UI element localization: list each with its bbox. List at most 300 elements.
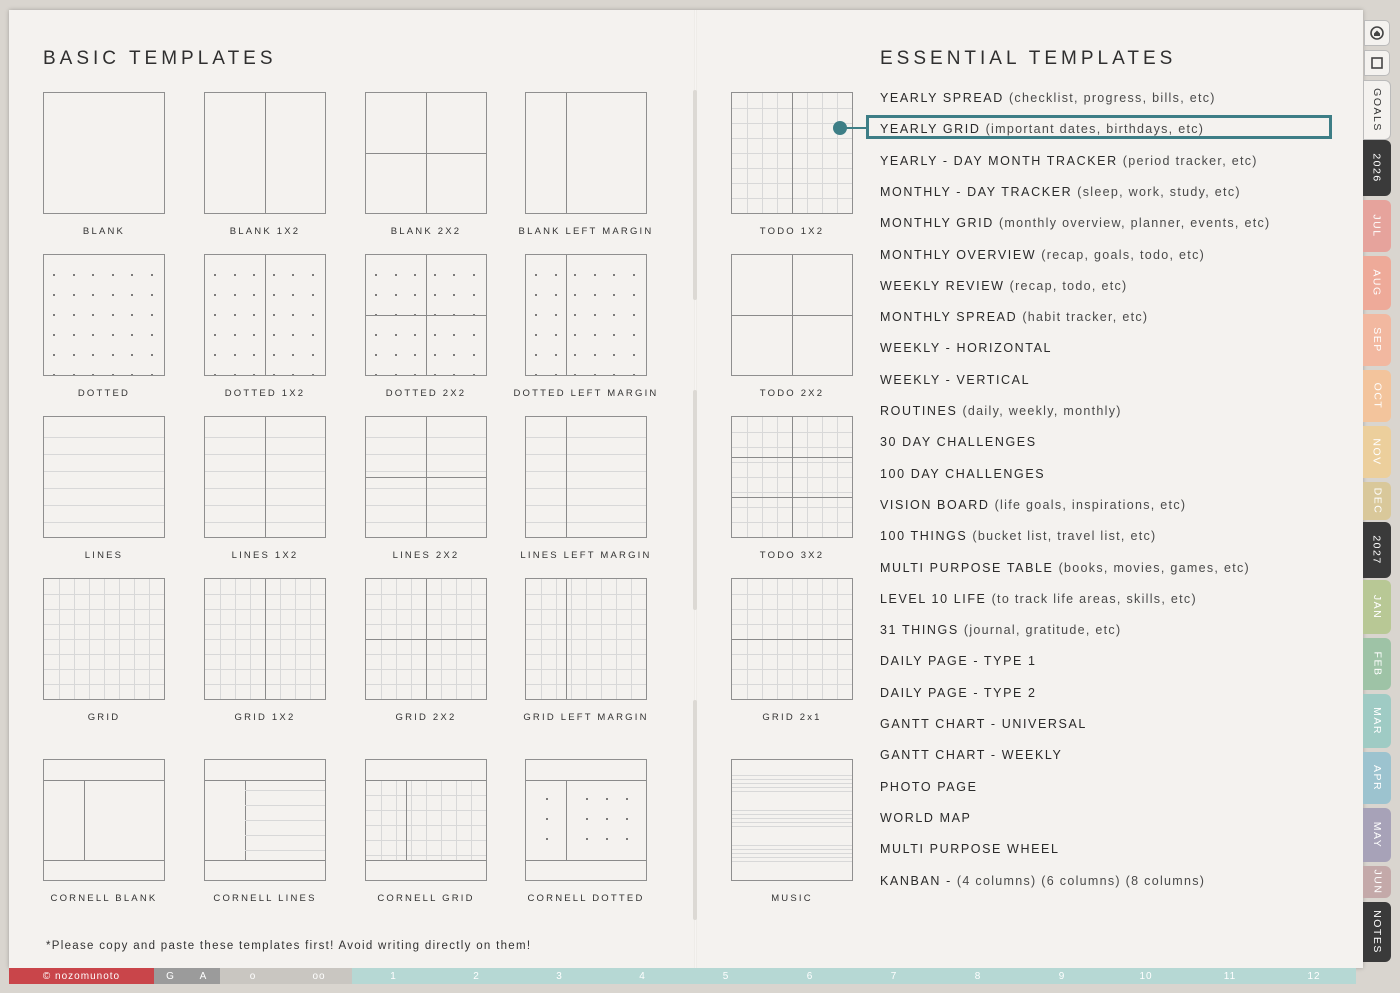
bottom-tab-7[interactable]: 3 <box>518 968 601 984</box>
template-thumbnail[interactable] <box>204 92 326 214</box>
template-caption: CORNELL GRID <box>377 893 475 904</box>
template-dot <box>535 334 537 336</box>
template-rule <box>366 780 486 781</box>
template-rule <box>732 818 852 819</box>
bottom-tab-1[interactable]: G <box>154 968 187 984</box>
template-dot <box>375 334 377 336</box>
essential-templates-heading: ESSENTIAL TEMPLATES <box>880 48 1177 69</box>
essential-template-item[interactable] <box>880 871 1205 891</box>
template-dot <box>214 374 216 376</box>
template-rule <box>471 780 472 860</box>
template-dot <box>586 798 588 800</box>
template-dot <box>312 354 314 356</box>
template-dot <box>434 374 436 376</box>
template-dot <box>234 374 236 376</box>
essential-template-item[interactable] <box>880 526 1157 546</box>
side-tab-feb[interactable] <box>1363 638 1391 690</box>
template-dot <box>234 294 236 296</box>
template-caption: DOTTED <box>77 388 131 399</box>
template-thumbnail[interactable] <box>365 254 487 376</box>
side-tab-label: OCT <box>1370 382 1383 410</box>
template-dot <box>473 274 475 276</box>
essential-template-description: (life goals, inspirations, etc) <box>994 497 1187 512</box>
side-tab-mar[interactable] <box>1363 694 1391 748</box>
side-tab-goals[interactable] <box>1363 80 1391 140</box>
essential-template-name: DAILY PAGE - TYPE 1 <box>880 654 1037 669</box>
template-dot <box>253 334 255 336</box>
template-dot <box>453 374 455 376</box>
template-rule <box>732 791 852 792</box>
essential-template-name: MONTHLY SPREAD <box>880 310 1018 325</box>
template-dot <box>586 838 588 840</box>
essential-template-description: (sleep, work, study, etc) <box>1077 184 1241 199</box>
template-dot <box>473 334 475 336</box>
template-dot <box>112 314 114 316</box>
template-caption: BLANK 1X2 <box>229 226 301 237</box>
essential-template-name: MONTHLY GRID <box>880 216 994 231</box>
template-dot <box>574 294 576 296</box>
essential-template-item[interactable] <box>880 495 1186 515</box>
template-rule <box>295 579 296 699</box>
essential-template-description: (4 columns) (6 columns) (8 columns) <box>956 873 1206 888</box>
template-thumbnail[interactable] <box>525 92 647 214</box>
template-dot <box>151 294 153 296</box>
template-thumbnail[interactable] <box>204 416 326 538</box>
template-thumbnail[interactable] <box>525 578 647 700</box>
template-rule <box>44 471 164 472</box>
template-rule <box>732 810 852 811</box>
essential-template-description: (daily, weekly, monthly) <box>962 404 1122 418</box>
essential-template-item[interactable] <box>880 620 1121 640</box>
side-tab-label: MAR <box>1371 707 1383 735</box>
essential-template-item[interactable] <box>880 714 1087 734</box>
side-tab-jan[interactable] <box>1363 580 1391 634</box>
template-dot <box>613 274 615 276</box>
template-rule <box>777 93 778 213</box>
home-icon[interactable] <box>1364 20 1390 46</box>
side-tab-notes[interactable] <box>1363 902 1391 962</box>
template-thumbnail[interactable] <box>525 254 647 376</box>
essential-template-item[interactable] <box>880 651 1037 671</box>
template-dot <box>414 274 416 276</box>
side-tab-apr[interactable] <box>1363 752 1391 804</box>
template-dot <box>453 274 455 276</box>
side-tab-jul[interactable] <box>1363 200 1391 252</box>
bottom-tab-14[interactable]: 10 <box>1104 968 1188 984</box>
template-thumbnail[interactable] <box>525 759 647 881</box>
template-rule <box>526 522 646 523</box>
template-thumbnail[interactable] <box>43 759 165 881</box>
template-dot <box>273 294 275 296</box>
essential-template-name: WEEKLY - VERTICAL <box>880 372 1031 387</box>
template-dot <box>112 354 114 356</box>
template-thumbnail[interactable] <box>204 578 326 700</box>
bottom-tab-16[interactable]: 12 <box>1272 968 1356 984</box>
bottom-tab-strip <box>9 968 1363 984</box>
essential-template-description: (monthly overview, planner, events, etc) <box>998 216 1271 231</box>
template-caption: BLANK 2X2 <box>390 226 462 237</box>
template-dot <box>535 274 537 276</box>
template-rule <box>44 488 164 489</box>
template-dot <box>292 354 294 356</box>
bottom-tab-15[interactable]: 11 <box>1188 968 1272 984</box>
essential-template-name: WEEKLY REVIEW <box>880 278 1005 293</box>
template-dot <box>253 274 255 276</box>
template-thumbnail[interactable] <box>43 92 165 214</box>
essential-template-item[interactable] <box>880 683 1037 703</box>
template-thumbnail[interactable] <box>731 759 853 881</box>
template-rule <box>265 417 266 537</box>
bottom-tab-8[interactable]: 4 <box>601 968 684 984</box>
template-rule <box>526 780 646 781</box>
essential-template-item[interactable] <box>880 276 1128 296</box>
essential-template-description: (journal, gratitude, etc) <box>963 623 1122 638</box>
template-thumbnail[interactable] <box>731 254 853 376</box>
template-dot <box>626 798 628 800</box>
template-dot <box>292 374 294 376</box>
template-dot <box>214 294 216 296</box>
essential-template-item[interactable] <box>880 307 1148 327</box>
template-dot <box>312 294 314 296</box>
template-dot <box>253 314 255 316</box>
template-dot <box>292 314 294 316</box>
template-rule <box>280 579 281 699</box>
template-rule <box>732 497 852 498</box>
essential-template-item[interactable] <box>880 338 1052 358</box>
template-rule <box>44 780 164 781</box>
template-rule <box>310 579 311 699</box>
template-dot <box>633 354 635 356</box>
side-tab-jun[interactable] <box>1363 866 1391 898</box>
template-thumbnail[interactable] <box>204 254 326 376</box>
template-dot <box>92 334 94 336</box>
template-rule <box>616 579 617 699</box>
template-caption: GRID 2x1 <box>762 712 822 723</box>
essential-template-item[interactable] <box>880 88 1216 108</box>
template-dot <box>395 334 397 336</box>
template-rule <box>265 93 266 213</box>
essential-template-item[interactable] <box>880 839 1060 859</box>
template-thumbnail[interactable] <box>365 416 487 538</box>
template-rule <box>747 417 748 537</box>
template-rule <box>566 255 567 375</box>
template-rule <box>205 860 325 861</box>
template-dot <box>73 354 75 356</box>
template-dot <box>53 314 55 316</box>
template-dot <box>92 274 94 276</box>
spine-ring <box>693 700 697 920</box>
template-dot <box>53 374 55 376</box>
template-dot <box>273 354 275 356</box>
template-thumbnail[interactable] <box>365 92 487 214</box>
template-rule <box>732 845 852 846</box>
template-dot <box>214 354 216 356</box>
essential-template-name: 100 DAY CHALLENGES <box>880 466 1046 481</box>
bottom-tab-12[interactable]: 8 <box>936 968 1020 984</box>
template-dot <box>112 294 114 296</box>
template-dot <box>633 334 635 336</box>
essential-template-description: (checklist, progress, bills, etc) <box>1008 91 1216 105</box>
template-dot <box>273 374 275 376</box>
template-rule <box>366 153 486 154</box>
template-dot <box>253 354 255 356</box>
essential-template-item[interactable] <box>880 370 1030 390</box>
template-dot <box>574 274 576 276</box>
template-rule <box>245 790 325 791</box>
template-rule <box>526 505 646 506</box>
template-rule <box>149 579 150 699</box>
template-caption: DOTTED LEFT MARGIN <box>513 388 659 399</box>
essential-template-item[interactable] <box>880 401 1122 421</box>
template-rule <box>366 639 486 640</box>
template-rule <box>566 780 567 860</box>
template-rule <box>732 315 852 316</box>
template-rule <box>732 853 852 854</box>
essential-template-name: MONTHLY - DAY TRACKER <box>880 184 1073 199</box>
template-dot <box>234 354 236 356</box>
essential-template-item[interactable] <box>880 182 1241 202</box>
footnote: *Please copy and paste these templates first! Avoid writing directly on them! <box>46 940 532 952</box>
essential-template-item[interactable] <box>880 745 1063 765</box>
template-thumbnail[interactable] <box>731 416 853 538</box>
essential-template-name: YEARLY GRID <box>880 122 981 137</box>
template-dot <box>633 294 635 296</box>
template-dot <box>151 314 153 316</box>
template-caption: BLANK <box>82 226 126 237</box>
template-rule <box>526 454 646 455</box>
essential-template-name: VISION BOARD <box>880 497 990 512</box>
template-rule <box>571 579 572 699</box>
template-dot <box>73 294 75 296</box>
template-rule <box>381 780 382 860</box>
essential-template-item[interactable] <box>880 464 1045 484</box>
template-rule <box>366 477 486 478</box>
template-dot <box>312 314 314 316</box>
bottom-tab-0[interactable]: © nozomunoto <box>9 968 154 984</box>
template-dot <box>613 334 615 336</box>
essential-template-name: LEVEL 10 LIFE <box>880 591 987 606</box>
template-dot <box>312 374 314 376</box>
side-tab-oct[interactable] <box>1363 370 1391 422</box>
essential-template-name: 31 THINGS <box>880 623 959 638</box>
side-tab-sep[interactable] <box>1363 314 1391 366</box>
template-dot <box>292 274 294 276</box>
template-rule <box>406 780 407 860</box>
essential-template-name: GANTT CHART - UNIVERSAL <box>880 717 1087 731</box>
bottom-tab-5[interactable]: 1 <box>352 968 435 984</box>
template-thumbnail[interactable] <box>525 416 647 538</box>
template-dot <box>273 314 275 316</box>
template-caption: BLANK LEFT MARGIN <box>518 226 654 237</box>
essential-template-item[interactable] <box>880 558 1250 578</box>
template-dot <box>253 374 255 376</box>
template-dot <box>546 798 548 800</box>
template-rule <box>44 860 164 861</box>
side-tab-nov[interactable] <box>1363 426 1391 478</box>
template-dot <box>633 314 635 316</box>
template-rule <box>366 315 486 316</box>
template-rule <box>205 780 325 781</box>
template-dot <box>73 314 75 316</box>
template-dot <box>112 334 114 336</box>
template-dot <box>606 798 608 800</box>
template-thumbnail[interactable] <box>43 416 165 538</box>
template-dot <box>535 314 537 316</box>
template-rule <box>732 826 852 827</box>
template-rule <box>104 579 105 699</box>
side-tab-2027[interactable] <box>1363 522 1391 578</box>
bottom-tab-4[interactable]: oo <box>286 968 352 984</box>
template-dot <box>535 374 537 376</box>
essential-template-item[interactable] <box>880 245 1205 265</box>
template-dot <box>395 294 397 296</box>
template-caption: TODO 3X2 <box>759 550 825 561</box>
essential-template-name: MONTHLY OVERVIEW <box>880 247 1037 262</box>
template-caption: CORNELL DOTTED <box>527 893 645 904</box>
template-dot <box>131 374 133 376</box>
basic-templates-heading: BASIC TEMPLATES <box>43 48 277 69</box>
essential-template-description: (bucket list, travel list, etc) <box>972 529 1157 544</box>
essential-template-item[interactable] <box>880 777 978 797</box>
bottom-tab-3[interactable]: o <box>220 968 286 984</box>
side-tab-label: DEC <box>1370 487 1383 515</box>
side-tab-may[interactable] <box>1363 808 1391 862</box>
essential-template-item[interactable] <box>880 589 1197 609</box>
essential-template-description: (habit tracker, etc) <box>1022 310 1149 325</box>
template-caption: TODO 1X2 <box>759 226 825 237</box>
side-tab-dec[interactable] <box>1363 482 1391 520</box>
template-caption: GRID 2X2 <box>395 712 457 723</box>
template-dot <box>214 334 216 336</box>
template-dot <box>633 274 635 276</box>
template-dot <box>375 354 377 356</box>
template-rule <box>366 860 486 861</box>
essential-template-item[interactable] <box>880 151 1258 171</box>
essential-template-item[interactable] <box>880 213 1271 233</box>
template-rule <box>44 505 164 506</box>
template-dot <box>53 294 55 296</box>
template-thumbnail[interactable] <box>365 759 487 881</box>
template-dot <box>453 334 455 336</box>
template-dot <box>555 314 557 316</box>
bottom-tab-6[interactable]: 2 <box>435 968 518 984</box>
template-rule <box>792 417 793 537</box>
template-caption: LINES <box>84 550 124 561</box>
template-caption: LINES LEFT MARGIN <box>520 550 652 561</box>
template-rule <box>807 417 808 537</box>
template-dot <box>613 314 615 316</box>
template-dot <box>633 374 635 376</box>
template-dot <box>613 294 615 296</box>
template-rule <box>732 457 852 458</box>
template-dot <box>414 334 416 336</box>
template-dot <box>613 374 615 376</box>
page-icon[interactable] <box>1364 50 1390 76</box>
template-dot <box>375 274 377 276</box>
template-dot <box>434 334 436 336</box>
template-thumbnail[interactable] <box>731 578 853 700</box>
template-rule <box>732 857 852 858</box>
template-dot <box>273 274 275 276</box>
template-dot <box>73 274 75 276</box>
template-rule <box>44 454 164 455</box>
template-dot <box>112 274 114 276</box>
template-dot <box>594 374 596 376</box>
side-tab-label: JAN <box>1371 594 1383 620</box>
template-rule <box>837 417 838 537</box>
template-caption: LINES 2X2 <box>392 550 460 561</box>
side-tab-label: NOTES <box>1371 910 1384 954</box>
template-dot <box>234 314 236 316</box>
template-rule <box>777 417 778 537</box>
template-thumbnail[interactable] <box>204 759 326 881</box>
template-thumbnail[interactable] <box>731 92 853 214</box>
template-dot <box>586 818 588 820</box>
template-dot <box>395 274 397 276</box>
template-dot <box>594 314 596 316</box>
essential-template-item[interactable] <box>880 432 1037 452</box>
essential-template-name: WORLD MAP <box>880 810 972 825</box>
template-rule <box>732 779 852 780</box>
template-caption: CORNELL BLANK <box>50 893 158 904</box>
side-tab-label: SEP <box>1370 327 1383 353</box>
template-dot <box>53 274 55 276</box>
template-thumbnail[interactable] <box>365 578 487 700</box>
template-dot <box>546 818 548 820</box>
template-dot <box>53 334 55 336</box>
template-dot <box>112 374 114 376</box>
template-caption: TODO 2X2 <box>759 388 825 399</box>
template-dot <box>395 354 397 356</box>
template-dot <box>473 294 475 296</box>
template-rule <box>556 579 557 699</box>
side-tab-aug[interactable] <box>1363 256 1391 310</box>
bottom-tab-9[interactable]: 5 <box>684 968 768 984</box>
template-rule <box>265 579 266 699</box>
template-rule <box>732 775 852 776</box>
template-rule <box>762 93 763 213</box>
essential-template-name: YEARLY SPREAD <box>880 91 1004 105</box>
bottom-tab-13[interactable]: 9 <box>1020 968 1104 984</box>
bottom-tab-11[interactable]: 7 <box>852 968 936 984</box>
template-rule <box>250 579 251 699</box>
template-dot <box>594 274 596 276</box>
template-dot <box>73 374 75 376</box>
template-rule <box>119 579 120 699</box>
template-dot <box>375 374 377 376</box>
spine-ring <box>693 390 697 610</box>
template-thumbnail[interactable] <box>43 254 165 376</box>
template-thumbnail[interactable] <box>43 578 165 700</box>
template-dot <box>151 334 153 336</box>
essential-template-description: (recap, goals, todo, etc) <box>1041 247 1206 262</box>
essential-template-item[interactable] <box>880 119 1204 139</box>
bottom-tab-10[interactable]: 6 <box>768 968 852 984</box>
template-rule <box>566 93 567 213</box>
side-tab-label: GOALS <box>1371 88 1383 132</box>
essential-template-item[interactable] <box>880 808 972 828</box>
template-dot <box>234 274 236 276</box>
template-rule <box>762 417 763 537</box>
template-dot <box>594 354 596 356</box>
template-dot <box>473 374 475 376</box>
template-dot <box>574 374 576 376</box>
side-tab-2026[interactable] <box>1363 140 1391 196</box>
bottom-tab-2[interactable]: A <box>187 968 220 984</box>
template-caption: LINES 1X2 <box>231 550 299 561</box>
essential-template-description: (recap, todo, etc) <box>1009 278 1128 293</box>
template-dot <box>574 354 576 356</box>
